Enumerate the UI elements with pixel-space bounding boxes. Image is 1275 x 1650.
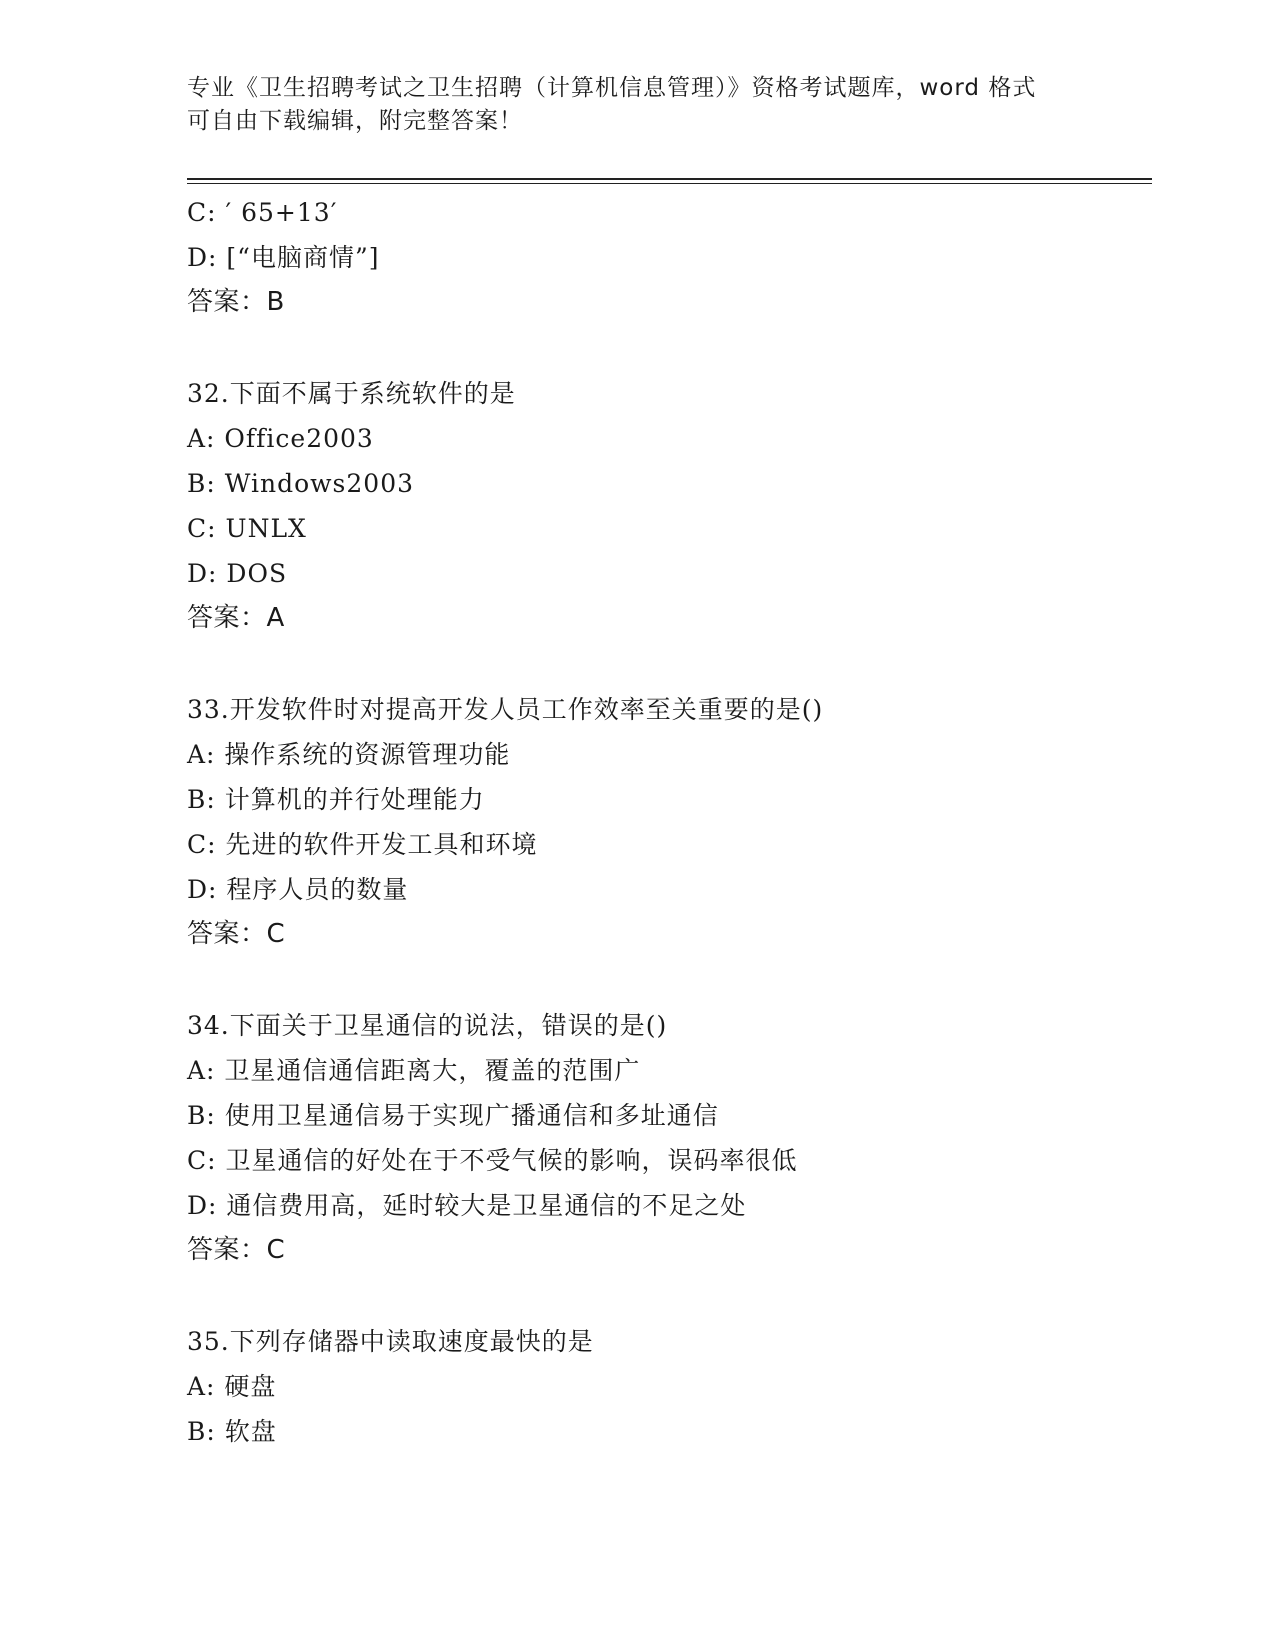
question-32 [187,371,1147,641]
question-stem: 33.开发软件时对提高开发人员工作效率至关重要的是() [187,695,824,724]
spacer [187,957,1147,1003]
option-d: D: DOS [187,559,288,588]
question-list [187,190,1147,1454]
answer-line: 答案：B [187,287,285,317]
option-c: C: ′ 65+13′ [187,198,338,227]
question-33 [187,687,1147,957]
option-b: B: Windows2003 [187,469,415,498]
option-b: B: 使用卫星通信易于实现广播通信和多址通信 [187,1101,719,1130]
option-c: C: 卫星通信的好处在于不受气候的影响，误码率很低 [187,1146,798,1175]
document-header [187,72,1087,138]
answer-line: 答案：C [187,919,286,949]
answer-line: 答案：A [187,603,285,633]
header-divider-thin [187,183,1152,184]
option-b: B: 计算机的并行处理能力 [187,785,485,814]
option-d: D: 通信费用高，延时较大是卫星通信的不足之处 [187,1191,747,1220]
spacer [187,1273,1147,1319]
option-a: A: 硬盘 [187,1372,277,1401]
question-stem: 34.下面关于卫星通信的说法，错误的是() [187,1011,668,1040]
question-continued [187,190,1147,325]
question-34 [187,1003,1147,1273]
spacer [187,325,1147,371]
option-d: D: 程序人员的数量 [187,875,409,904]
option-c: C: 先进的软件开发工具和环境 [187,830,538,859]
option-b: B: 软盘 [187,1417,277,1446]
option-a: A: 操作系统的资源管理功能 [187,740,511,769]
option-a: A: 卫星通信通信距离大，覆盖的范围广 [187,1056,641,1085]
option-d: D: [“电脑商情”] [187,243,380,272]
question-35 [187,1319,1147,1454]
spacer [187,641,1147,687]
header-divider-thick [187,178,1152,180]
option-a: A: Office2003 [187,424,374,453]
question-stem: 35.下列存储器中读取速度最快的是 [187,1327,594,1356]
answer-line: 答案：C [187,1235,286,1265]
header-line-2: 可自由下载编辑，附完整答案！ [187,108,523,134]
question-stem: 32.下面不属于系统软件的是 [187,379,516,408]
option-c: C: UNLX [187,514,307,543]
header-line-1: 专业《卫生招聘考试之卫生招聘（计算机信息管理）》资格考试题库，word 格式 [187,75,1037,101]
